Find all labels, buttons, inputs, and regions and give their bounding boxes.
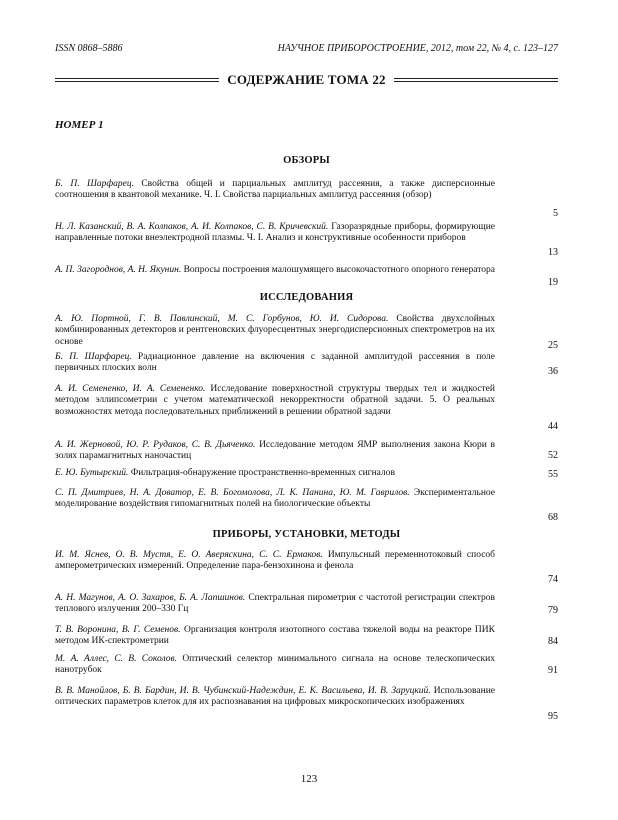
toc-entry[interactable] <box>55 625 558 647</box>
entry-page: 84 <box>548 636 558 647</box>
entry-page: 52 <box>548 450 558 461</box>
entry-title: Оптический селектор минимального сигнала на основе телескопических нанотрубок <box>55 654 496 676</box>
entry-page: 19 <box>548 277 558 288</box>
page-title: СОДЕРЖАНИЕ ТОМА 22 <box>227 72 386 87</box>
page-number: 123 <box>300 773 318 785</box>
entry-page: 44 <box>548 421 558 432</box>
entry-page: 68 <box>548 512 558 523</box>
entry-page: 95 <box>548 711 558 722</box>
section-heading-reviews: ОБЗОРЫ <box>283 155 330 166</box>
entry-page: 13 <box>548 247 558 258</box>
section-heading-research: ИССЛЕДОВАНИЯ <box>259 292 354 303</box>
toc-entry[interactable] <box>55 222 558 258</box>
entry-authors: Н. Л. Казанский, В. А. Колпаков, А. И. Колпаков, С. В. Кричевский. <box>55 222 329 232</box>
entry-page: 5 <box>553 208 558 219</box>
entry-title: Импульсный переменнотоковый способ амперометрических измерений. Определение пара-бензохинона и фенола <box>55 550 495 572</box>
entry-title: Фильтрация-обнаружение пространственно-временных сигналов <box>130 468 395 478</box>
entry-title: Радиационное давление на включения с заданной амплитудой рассеяния в поле первичных плоских волн <box>55 352 495 374</box>
entry-authors: А. Н. Магунов, А. О. Захаров, Б. А. Лапшинов. <box>55 593 246 603</box>
entry-title: Исследование поверхностной структуры твердых тел и жидкостей методом эллипсометрии с учетом математической некорректности обратной задачи. 5. О реальных возможностях метода последовательных приближений в решении обратной задачи <box>55 384 495 417</box>
toc-entry[interactable] <box>55 593 558 616</box>
entry-page: 79 <box>548 605 558 616</box>
entry-title: Спектральная пирометрия с частотой регистрации спектров теплового излучения 200–330 Гц <box>55 593 495 615</box>
entry-page: 55 <box>548 469 558 480</box>
section-heading-instruments: ПРИБОРЫ, УСТАНОВКИ, МЕТОДЫ <box>212 529 401 540</box>
title-rule-right <box>394 78 558 82</box>
toc-entry[interactable] <box>55 488 558 523</box>
toc-entry[interactable] <box>55 314 558 351</box>
entry-authors: А. П. Загороднов, А. Н. Якунин. <box>55 265 182 275</box>
toc-entry[interactable] <box>55 654 558 676</box>
entry-authors: Е. Ю. Бутырский. <box>55 468 129 478</box>
entry-authors: А. И. Жерновой, Ю. Р. Рудаков, С. В. Дьяченко. <box>55 440 256 450</box>
entry-title: Свойства общей и парциальных амплитуд рассеяния, а также дисперсионные соотношения в квантовой механике. Ч. I. Свойства парциальных амплитуд рассеяния (обзор) <box>55 179 496 201</box>
entry-title: Использование оптических параметров клеток для их распознавания на цифровых микроскопических изображениях <box>55 686 496 708</box>
entry-page: 36 <box>548 366 558 377</box>
toc-entry[interactable] <box>55 440 558 461</box>
entry-authors: А. И. Семененко, И. А. Семененко. <box>55 384 206 394</box>
entry-page: 74 <box>548 574 558 585</box>
toc-entry[interactable] <box>55 468 558 480</box>
toc-entry[interactable] <box>55 384 558 432</box>
journal-issn: ISSN 0868–5886 <box>55 43 123 54</box>
title-banner <box>55 72 558 88</box>
entry-authors: Б. П. Шарфарец. <box>55 352 132 362</box>
journal-citation: НАУЧНОЕ ПРИБОРОСТРОЕНИЕ, 2012, том 22, № 4, с. 123–127 <box>277 43 558 54</box>
entry-authors: С. П. Дмитриев, Н. А. Доватор, Е. В. Богомолова, Л. К. Панина, Ю. М. Гаврилов. <box>55 488 410 498</box>
toc-entry[interactable] <box>55 352 558 377</box>
entry-title: Свойства двухслойных комбинированных детекторов и рентгеновских флуоресцентных энергодисперсионных спектрометров на их основе <box>55 314 496 347</box>
entry-authors: А. Ю. Портной, Г. В. Павлинский, М. С. Горбунов, Ю. И. Сидорова. <box>55 314 389 324</box>
entry-title: Экспериментальное моделирование воздействия гипомагнитных полей на биологические объекты <box>55 488 495 510</box>
entry-authors: М. А. Аллес, С. В. Соколов. <box>55 654 178 664</box>
entry-title: Организация контроля изотопного состава тяжелой воды на реакторе ПИК методом ИК-спектрометрии <box>55 625 495 647</box>
toc-entry[interactable] <box>55 179 558 219</box>
toc-entry[interactable] <box>55 265 558 288</box>
entry-page: 25 <box>548 340 558 351</box>
entry-title: Исследование методом ЯМР выполнения закона Кюри в золях парамагнитных наночастиц <box>55 440 496 462</box>
entry-authors: И. М. Яснев, О. В. Мустя, Е. О. Аверяскина, С. С. Ермаков. <box>55 550 323 560</box>
issue-heading: НОМЕР 1 <box>55 119 104 131</box>
toc-entry[interactable] <box>55 686 558 722</box>
title-rule-left <box>55 78 219 82</box>
entry-authors: В. В. Манойлов, Б. В. Бардин, И. В. Чубинский-Надеждин, Е. К. Васильева, И. В. Заруцкий. <box>55 686 431 696</box>
entry-page: 91 <box>548 665 558 676</box>
entry-title: Вопросы построения малошумящего высокочастотного опорного генератора <box>183 265 495 275</box>
entry-authors: Т. В. Воронина, В. Г. Семенов. <box>55 625 181 635</box>
entry-title: Газоразрядные приборы, формирующие направленные потоки внеэлектродной плазмы. Ч. I. Анализ и конструктивные особенности приборов <box>55 222 495 244</box>
toc-entry[interactable] <box>55 550 558 585</box>
entry-authors: Б. П. Шарфарец. <box>55 179 134 189</box>
